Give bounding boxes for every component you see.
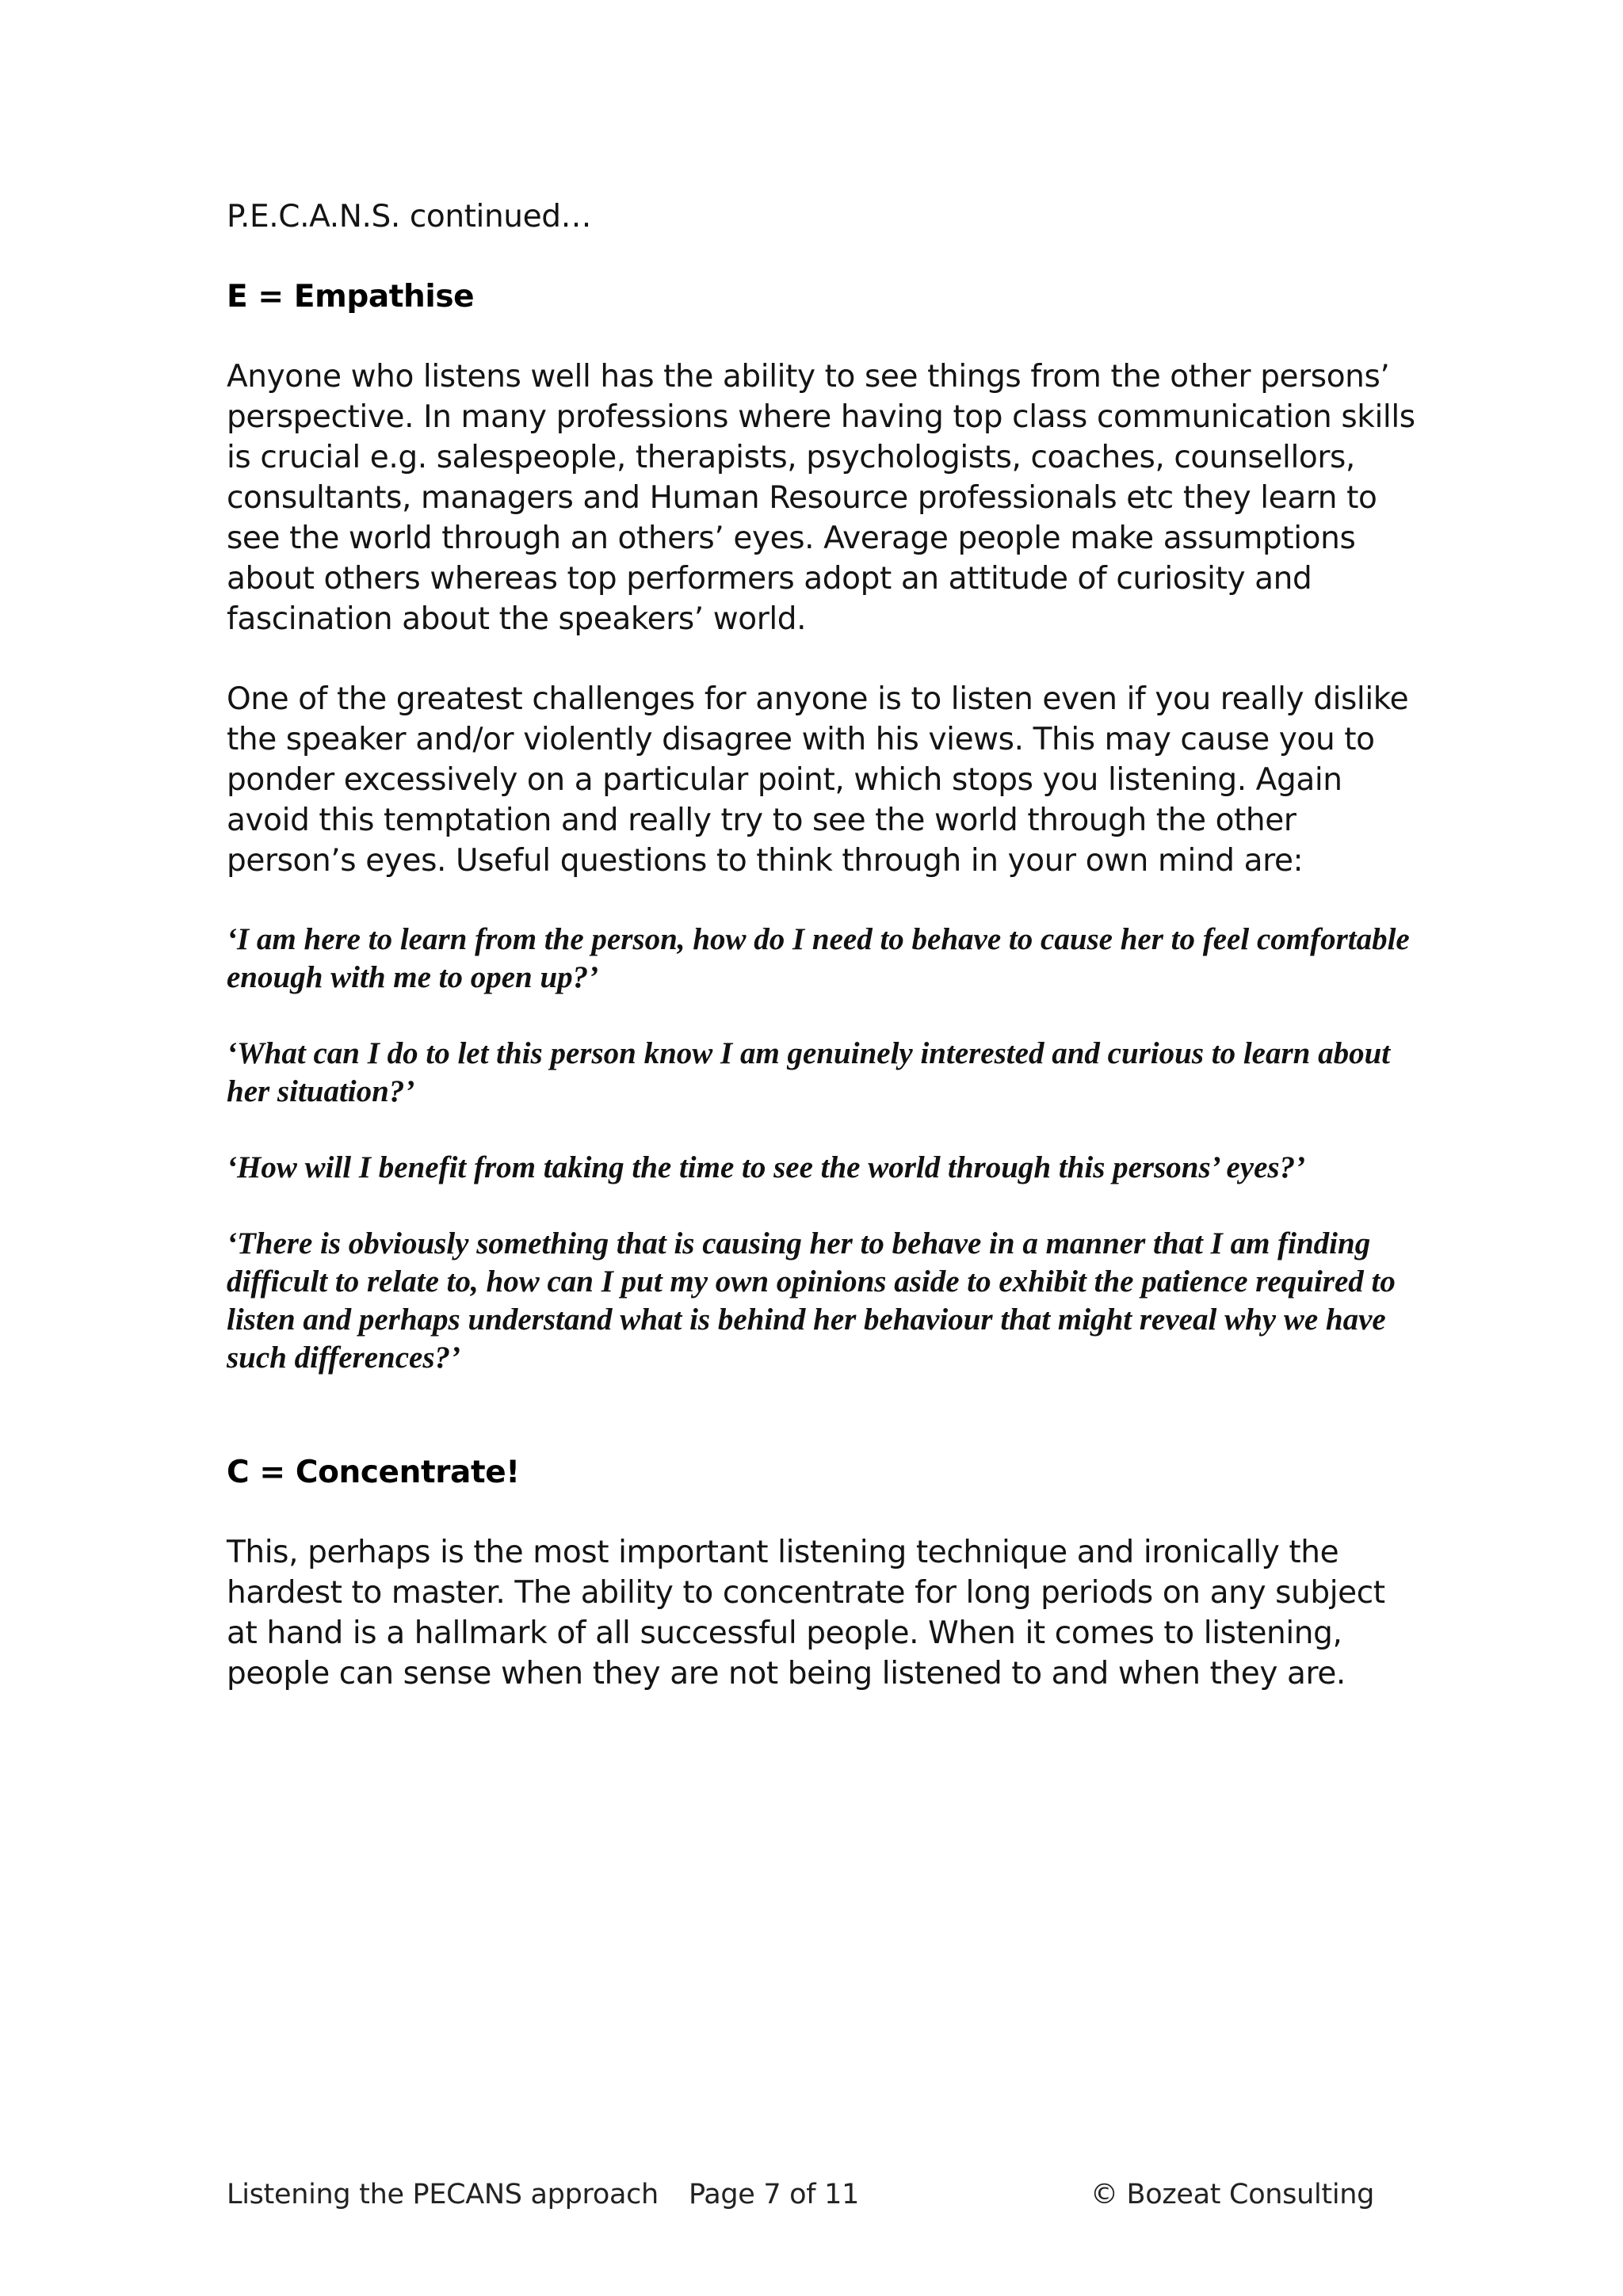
footer-document-title: Listening the PECANS approach [227, 2179, 659, 2210]
concentrate-paragraph-1: This, perhaps is the most important listening technique and ironically the hardest to master. The ability to concentrate for long periods on any subject at hand is a hallmark of all successful people. When it comes to listening, people can sense when they are not being listened to and when they are. [227, 1535, 1385, 1691]
empathy-question-quote: ‘There is obviously something that is causing her to behave in a manner that I am finding difficult to relate to, how can I put my own opinions aside to exhibit the patience required to listen and perhaps understand what is behind her behaviour that might reveal why we have such differences?’ [227, 1226, 1396, 1375]
empathy-question-quote: ‘I am here to learn from the person, how do I need to behave to cause her to feel comfortable enough with me to open up?’ [227, 922, 1410, 994]
empathy-question-quote: ‘How will I benefit from taking the time to see the world through this persons’ eyes?’ [227, 1150, 1306, 1184]
section-heading-concentrate: C = Concentrate! [227, 1455, 520, 1490]
page-footer [227, 2176, 1423, 2214]
footer-page-number: Page 7 of 11 [689, 2179, 860, 2210]
page-content [227, 196, 1423, 1694]
empathy-question-quote: ‘What can I do to let this person know I am genuinely interested and curious to learn about her situation?’ [227, 1036, 1391, 1108]
section-heading-empathise: E = Empathise [227, 279, 475, 315]
continuation-intro: P.E.C.A.N.S. continued… [227, 199, 592, 235]
footer-copyright: © Bozeat Consulting [1090, 2179, 1375, 2210]
empathise-paragraph-1: Anyone who listens well has the ability to see things from the other persons’ perspective. In many professions where having top class communication skills is crucial e.g. salespeople, therapists, psychologists, coaches, counsellors, consultants, managers and Human Resource professionals etc they learn to see the world through an others’ eyes. Average people make assumptions about others whereas top performers adopt an attitude of curiosity and fascination about the speakers’ world. [227, 359, 1415, 637]
empathise-paragraph-2: One of the greatest challenges for anyone is to listen even if you really dislike the speaker and/or violently disagree with his views. This may cause you to ponder excessively on a particular point, which stops you listening. Again avoid this temptation and really try to see the world through the other person’s eyes. Useful questions to think through in your own mind are: [227, 681, 1409, 879]
